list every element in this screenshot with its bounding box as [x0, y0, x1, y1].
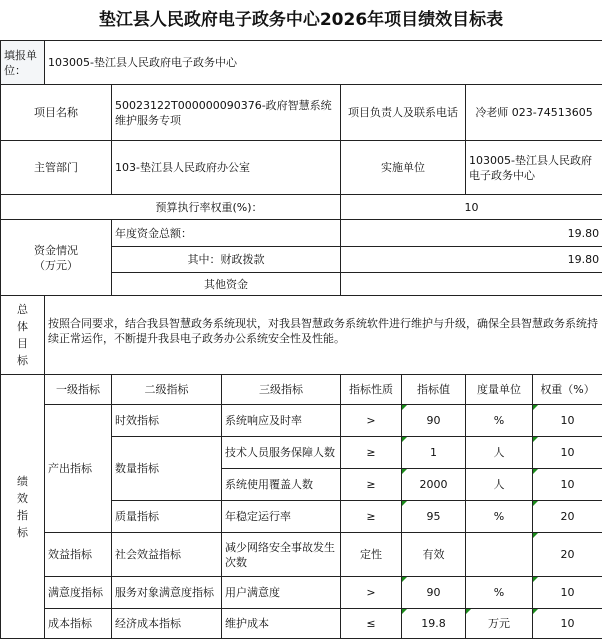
header-l3: 三级指标 — [222, 375, 341, 405]
filler-label: 填报单位： — [1, 41, 45, 85]
unit-cell: 万元 — [466, 609, 533, 639]
weight-cell: 20 — [533, 501, 602, 533]
l1-cell: 产出指标 — [45, 405, 112, 533]
l3-cell: 系统使用覆盖人数 — [222, 469, 341, 501]
goal-label: 总体目标 — [1, 296, 45, 375]
weight-cell: 10 — [533, 609, 602, 639]
table-row — [1, 577, 602, 609]
goal-text: 按照合同要求，结合我县智慧政务系统现状，对我县智慧政务系统软件进行维护与升级，确保全县智慧政务系统持续正常运作，不断提升我县电子政务办公系统安全性及性能。 — [45, 296, 602, 375]
funds-fiscal: 19.80 — [341, 247, 602, 273]
weight-cell: 10 — [533, 469, 602, 501]
contact-value: 冷老师 023-74513605 — [466, 85, 602, 141]
indicators-label: 绩效指标 — [1, 375, 45, 639]
nature-cell: ≥ — [341, 469, 402, 501]
project-name-label: 项目名称 — [1, 85, 112, 141]
l2-cell: 服务对象满意度指标 — [112, 577, 222, 609]
l1-cell: 效益指标 — [45, 533, 112, 577]
weight-cell: 20 — [533, 533, 602, 577]
weight-cell: 10 — [533, 405, 602, 437]
nature-cell: > — [341, 577, 402, 609]
funds-other-label: 其他资金 — [112, 273, 341, 296]
table-row — [1, 533, 602, 577]
l3-cell: 年稳定运行率 — [222, 501, 341, 533]
weight-cell: 10 — [533, 437, 602, 469]
impl-label: 实施单位 — [341, 141, 466, 195]
l1-cell: 成本指标 — [45, 609, 112, 639]
unit-cell — [466, 533, 533, 577]
table-row — [1, 405, 602, 437]
l3-cell: 系统响应及时率 — [222, 405, 341, 437]
value-cell: 95 — [402, 501, 466, 533]
l3-cell: 用户满意度 — [222, 577, 341, 609]
budget-weight-label: 预算执行率权重(%)： — [1, 195, 341, 220]
unit-cell: 人 — [466, 469, 533, 501]
value-cell: 90 — [402, 577, 466, 609]
contact-label: 项目负责人及联系电话 — [341, 85, 466, 141]
value-cell: 有效 — [402, 533, 466, 577]
header-l1: 一级指标 — [45, 375, 112, 405]
dept-label: 主管部门 — [1, 141, 112, 195]
l1-cell: 满意度指标 — [45, 577, 112, 609]
nature-cell: > — [341, 405, 402, 437]
dept-value: 103-垫江县人民政府办公室 — [112, 141, 341, 195]
nature-cell: ≤ — [341, 609, 402, 639]
unit-cell: % — [466, 577, 533, 609]
l3-cell: 技术人员服务保障人数 — [222, 437, 341, 469]
impl-value: 103005-垫江县人民政府电子政务中心 — [466, 141, 602, 195]
funds-label: 资金情况（万元） — [1, 220, 112, 296]
weight-cell: 10 — [533, 577, 602, 609]
l2-cell: 经济成本指标 — [112, 609, 222, 639]
value-cell: 90 — [402, 405, 466, 437]
l2-cell: 时效指标 — [112, 405, 222, 437]
performance-table — [0, 40, 602, 639]
value-cell: 1 — [402, 437, 466, 469]
value-cell: 2000 — [402, 469, 466, 501]
filler-value: 103005-垫江县人民政府电子政务中心 — [45, 41, 602, 85]
l3-cell: 减少网络安全事故发生次数 — [222, 533, 341, 577]
nature-cell: ≥ — [341, 437, 402, 469]
l2-cell: 数量指标 — [112, 437, 222, 501]
page-title: 垫江县人民政府电子政务中心2026年项目绩效目标表 — [0, 0, 602, 40]
header-l2: 二级指标 — [112, 375, 222, 405]
l2-cell: 质量指标 — [112, 501, 222, 533]
unit-cell: % — [466, 405, 533, 437]
project-name: 50023122T000000090376-政府智慧系统维护服务专项 — [112, 85, 341, 141]
nature-cell: 定性 — [341, 533, 402, 577]
unit-cell: % — [466, 501, 533, 533]
value-cell: 19.8 — [402, 609, 466, 639]
header-value: 指标值 — [402, 375, 466, 405]
l3-cell: 维护成本 — [222, 609, 341, 639]
header-weight: 权重（%） — [533, 375, 602, 405]
header-unit: 度量单位 — [466, 375, 533, 405]
l2-cell: 社会效益指标 — [112, 533, 222, 577]
header-nature: 指标性质 — [341, 375, 402, 405]
funds-total-label: 年度资金总额： — [112, 220, 341, 247]
budget-weight-value: 10 — [341, 195, 602, 220]
nature-cell: ≥ — [341, 501, 402, 533]
unit-cell: 人 — [466, 437, 533, 469]
table-row — [1, 609, 602, 639]
funds-total: 19.80 — [341, 220, 602, 247]
funds-fiscal-label: 其中：财政拨款 — [112, 247, 341, 273]
funds-other — [341, 273, 602, 296]
